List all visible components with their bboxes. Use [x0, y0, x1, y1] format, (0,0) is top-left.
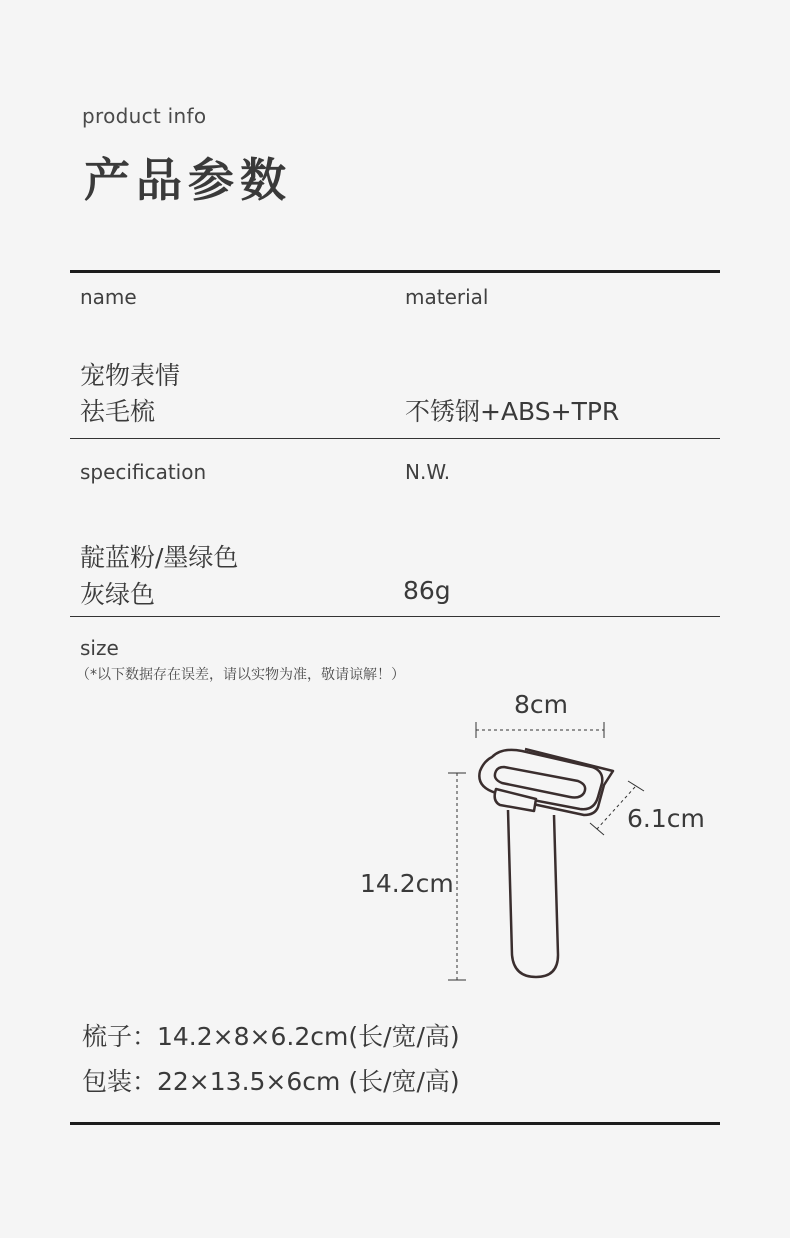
name-value-line2: 祛毛梳 [80, 397, 156, 426]
section-subtitle: product info [82, 104, 207, 128]
net-weight-value: 86g [403, 576, 451, 605]
height-dimension-line [448, 773, 466, 980]
width-dimension-label: 8cm [514, 690, 569, 719]
spec-value-line1: 靛蓝粉/墨绿色 [80, 543, 239, 572]
package-dimensions: 包装：22×13.5×6cm (长/宽/高) [82, 1067, 460, 1096]
size-label: size [80, 636, 119, 660]
page-title: 产品参数 [84, 153, 292, 207]
top-divider [70, 270, 720, 273]
name-value-line1: 宠物表情 [80, 361, 181, 390]
material-value: 不锈钢+ABS+TPR [405, 397, 620, 426]
bottom-divider [70, 1122, 720, 1125]
depth-dimension-label: 6.1cm [627, 804, 705, 833]
material-label: material [405, 285, 489, 309]
net-weight-label: N.W. [405, 460, 451, 484]
name-label: name [80, 285, 137, 309]
comb-handle [508, 810, 558, 977]
row-divider-1 [70, 438, 720, 439]
size-disclaimer: （*以下数据存在误差，请以实物为准，敬请谅解！） [76, 667, 405, 683]
row-divider-2 [70, 616, 720, 617]
comb-line-drawing-icon [430, 715, 670, 995]
height-dimension-label: 14.2cm [360, 869, 454, 898]
width-dimension-line [476, 722, 604, 738]
spec-value-line2: 灰绿色 [80, 580, 156, 609]
specification-label: specification [80, 460, 207, 484]
comb-dimensions: 梳子：14.2×8×6.2cm(长/宽/高) [82, 1022, 460, 1051]
